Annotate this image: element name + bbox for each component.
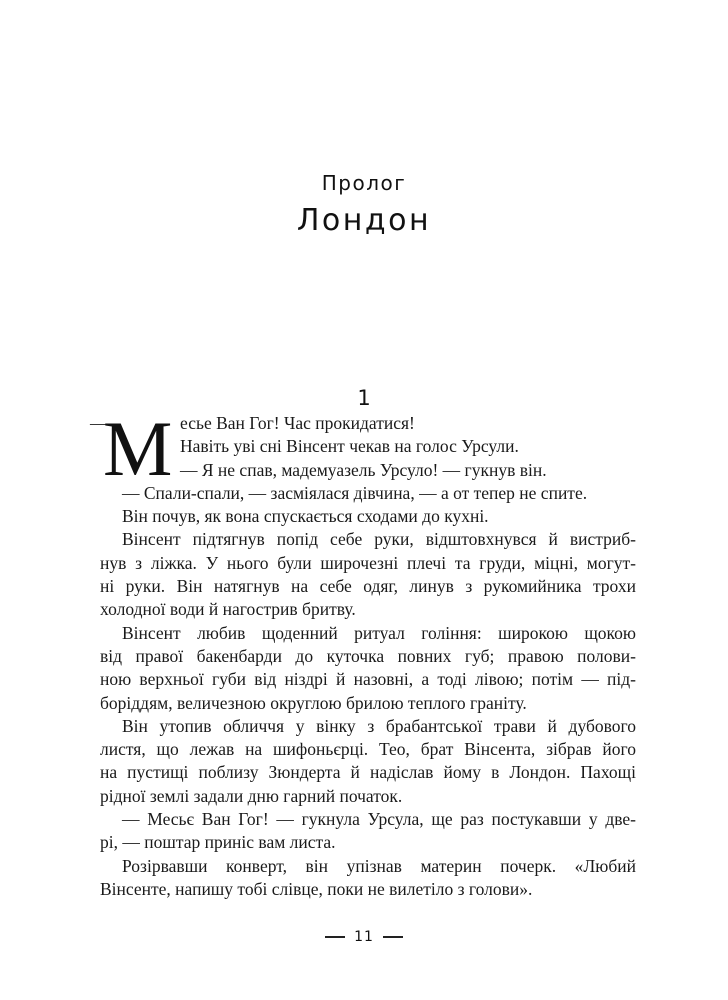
- page-number-footer: [0, 929, 728, 945]
- text-line: Вінсент підтягнув попід себе руки, відштовхнувся й вистриб-: [122, 529, 636, 550]
- text-line: ною верхньої губи від ніздрі й назовні, а тоді лівою; потім — під-: [100, 669, 636, 690]
- dropcap-dash: —: [90, 413, 108, 433]
- text-line: Розірвавши конверт, він упізнав материн почерк. «Любий: [122, 855, 636, 876]
- text-line: холодної води й нагострив бритву.: [100, 599, 356, 620]
- text-line: рі, — поштар приніс вам листа.: [100, 832, 336, 853]
- dropcap-letter: М: [103, 405, 173, 492]
- chapter-title: Лондон: [296, 203, 432, 238]
- prologue-label: Пролог: [321, 171, 407, 195]
- text-line: рідної землі задали дню гарний початок.: [100, 785, 403, 806]
- text-line: — Спали-спали, — засміялася дівчина, — а от тепер не спите.: [122, 482, 588, 503]
- text-line: листя, що лежав на шифоньєрці. Тео, брат Вінсента, зібрав його: [100, 739, 636, 760]
- text-line: боріддям, величезною округлою брилою теплого граніту.: [100, 692, 527, 713]
- text-line: есье Ван Гог! Час прокидатися!: [180, 413, 415, 433]
- section-number: 1: [357, 386, 371, 410]
- text-line: ні руки. Він натягнув на себе одяг, линув з рукомийника трохи: [100, 576, 636, 597]
- page-number-rule-right: [383, 936, 403, 937]
- body-text: [90, 405, 636, 901]
- page-number: 11: [354, 929, 374, 945]
- text-line: Навіть уві сні Вінсент чекав на голос Урсули.: [180, 436, 519, 457]
- text-line: Він утопив обличчя у вінку з брабантської трави й дубового: [122, 715, 636, 736]
- text-line: нув з ліжка. У нього були широчезні плечі та груди, міцні, могут-: [100, 552, 636, 573]
- text-line: Він почув, як вона спускається сходами до кухні.: [122, 506, 489, 527]
- page-number-rule-left: [325, 936, 345, 937]
- text-line: Вінсенте, напишу тобі слівце, поки не вилетіло з голови».: [100, 878, 533, 899]
- text-line: — Месьє Ван Гог! — гукнула Урсула, ще раз постукавши у две-: [122, 809, 636, 830]
- text-line: від правої бакенбарди до куточка повних губ; правою полови-: [100, 645, 636, 666]
- text-line: Вінсент любив щоденний ритуал гоління: широкою щокою: [122, 622, 636, 643]
- text-line: на пустищі поблизу Зюндерта й надіслав йому в Лондон. Пахощі: [100, 762, 636, 783]
- text-line: — Я не спав, мадемуазель Урсуло! — гукнув він.: [180, 459, 547, 480]
